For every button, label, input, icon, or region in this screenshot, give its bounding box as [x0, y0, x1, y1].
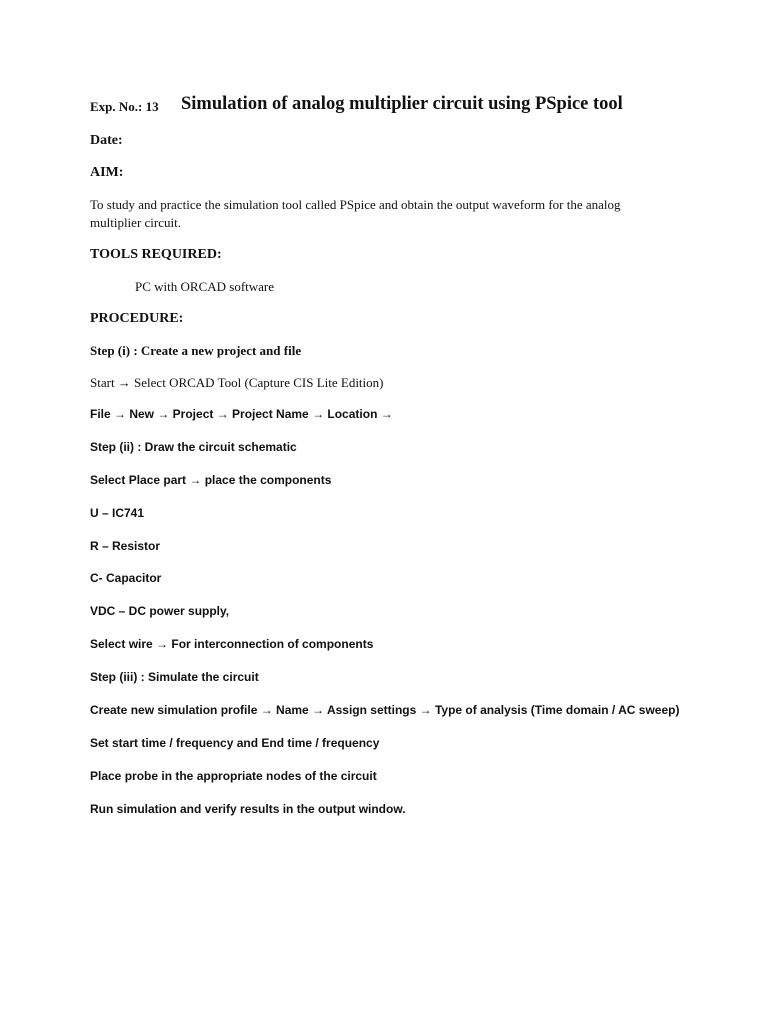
step2-line: Select Place part → place the components	[90, 473, 332, 487]
tools-heading: TOOLS REQUIRED:	[90, 247, 222, 262]
step3-heading: Step (iii) : Simulate the circuit	[90, 670, 259, 684]
step2-heading: Step (ii) : Draw the circuit schematic	[90, 440, 297, 454]
step2-line: Select wire → For interconnection of components	[90, 637, 374, 651]
procedure-heading: PROCEDURE:	[90, 311, 184, 326]
page-title: Simulation of analog multiplier circuit using PSpice tool	[181, 94, 623, 114]
step3-line: Run simulation and verify results in the output window.	[90, 802, 406, 816]
date-label: Date:	[90, 133, 123, 148]
step2-line: U – IC741	[90, 506, 145, 520]
step2-line: C- Capacitor	[90, 571, 162, 585]
tools-item: PC with ORCAD software	[135, 279, 275, 294]
step3-line: Create new simulation profile → Name → Assign settings → Type of analysis (Time domain / AC sweep)	[90, 703, 680, 717]
step3-line: Place probe in the appropriate nodes of the circuit	[90, 769, 377, 783]
step3-line: Set start time / frequency and End time / frequency	[90, 736, 380, 750]
step2-line: VDC – DC power supply,	[90, 604, 230, 618]
experiment-number: Exp. No.: 13	[90, 99, 159, 114]
step1-line-2: File → New → Project → Project Name → Location →	[90, 407, 393, 421]
aim-text: To study and practice the simulation tool called PSpice and obtain the output waveform for the analog multiplier circuit.	[90, 197, 621, 230]
aim-heading: AIM:	[90, 165, 124, 180]
step2-line: R – Resistor	[90, 539, 161, 553]
step1-heading: Step (i) : Create a new project and file	[90, 343, 302, 358]
step1-line-1: Start → Select ORCAD Tool (Capture CIS Lite Edition)	[90, 375, 384, 390]
